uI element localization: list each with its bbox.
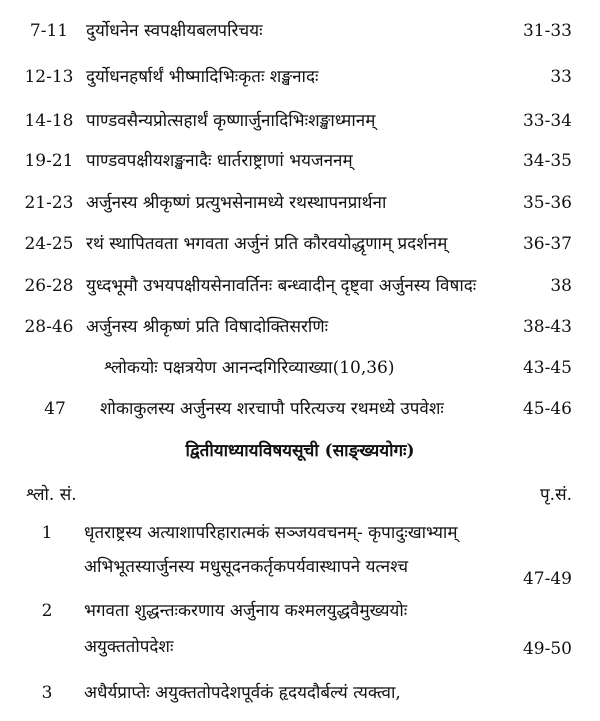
page-number: 33	[550, 67, 572, 87]
entry-text: अर्जुनस्य श्रीकृष्णं प्रति विषादोक्तिसरणिः	[86, 317, 329, 337]
chapter-heading: द्वितीयाध्यायविषयसूची (साङ्ख्ययोगः)	[185, 441, 415, 461]
page-number: 38	[550, 276, 572, 296]
entry-text: दुर्योधनहर्षार्थं भीष्मादिभिःकृतः शङ्खनादः	[86, 67, 319, 87]
page-number: 45-46	[522, 399, 572, 419]
verse-range: 24-25	[24, 234, 74, 254]
column-header-page: पृ.सं.	[540, 485, 572, 505]
entry-text: रथं स्थापितवता भगवता अर्जुनं प्रति कौरवयोद्धृणाम् प्रदर्शनम्	[86, 234, 448, 254]
entry-text: अयुक्ततोपदेशः	[84, 637, 174, 657]
entry-text: अधैर्यप्राप्तेः अयुक्ततोपदेशपूर्वकं हृदयदौर्बल्यं त्यक्त्वा,	[84, 683, 401, 703]
page-number: 47-49	[522, 569, 572, 589]
entry-text: भगवता शुद्धन्तःकरणाय अर्जुनाय कश्मलयुद्धवैमुख्ययोः	[84, 601, 408, 621]
entry-text: युध्दभूमौ उभयपक्षीयसेनावर्तिनः बन्ध्वादीन् दृष्ट्वा अर्जुनस्य विषादः	[86, 276, 477, 296]
verse-range: 14-18	[24, 111, 74, 131]
entry-text: धृतराष्ट्रस्य अत्याशापरिहारात्मकं सञ्जयवचनम्- कृपादुःखाभ्याम्	[84, 523, 458, 543]
verse-number: 1	[41, 523, 53, 543]
column-header-verse: श्लो. सं.	[26, 485, 77, 505]
entry-text: पाण्डवपक्षीयशङ्खनादैः धार्तराष्ट्राणां भयजननम्	[86, 151, 353, 171]
page-number: 38-43	[522, 317, 572, 337]
verse-range: 19-21	[24, 151, 74, 171]
verse-number: 2	[41, 601, 53, 621]
page-number: 35-36	[522, 193, 572, 213]
page-number: 43-45	[522, 358, 572, 378]
entry-text: पाण्डवसैन्यप्रोत्सहार्थं कृष्णार्जुनादिभिःशङ्खाध्मानम्	[86, 111, 376, 131]
page-number: 49-50	[522, 639, 572, 659]
verse-number: 3	[41, 683, 53, 703]
page-number: 31-33	[522, 21, 572, 41]
verse-range: 12-13	[24, 67, 74, 87]
page-number: 33-34	[522, 111, 572, 131]
page-number: 34-35	[522, 151, 572, 171]
page-number: 36-37	[522, 234, 572, 254]
entry-text: दुर्योधनेन स्वपक्षीयबलपरिचयः	[86, 21, 263, 41]
entry-text: अर्जुनस्य श्रीकृष्णं प्रत्युभसेनामध्ये रथस्थापनप्रार्थना	[86, 193, 387, 213]
verse-range: 28-46	[24, 317, 74, 337]
verse-range: 21-23	[24, 193, 74, 213]
entry-text: श्लोकयोः पक्षत्रयेण आनन्दगिरिव्याख्या(10,36)	[104, 358, 395, 378]
entry-text: अभिभूतस्यार्जुनस्य मधुसूदनकर्तृकपर्यवास्थापने यत्नश्च	[84, 557, 409, 577]
verse-range: 26-28	[24, 276, 74, 296]
verse-range: 47	[44, 399, 66, 419]
entry-text: शोकाकुलस्य अर्जुनस्य शरचापौ परित्यज्य रथमध्ये उपवेशः	[100, 399, 444, 419]
verse-range: 7-11	[29, 21, 69, 41]
